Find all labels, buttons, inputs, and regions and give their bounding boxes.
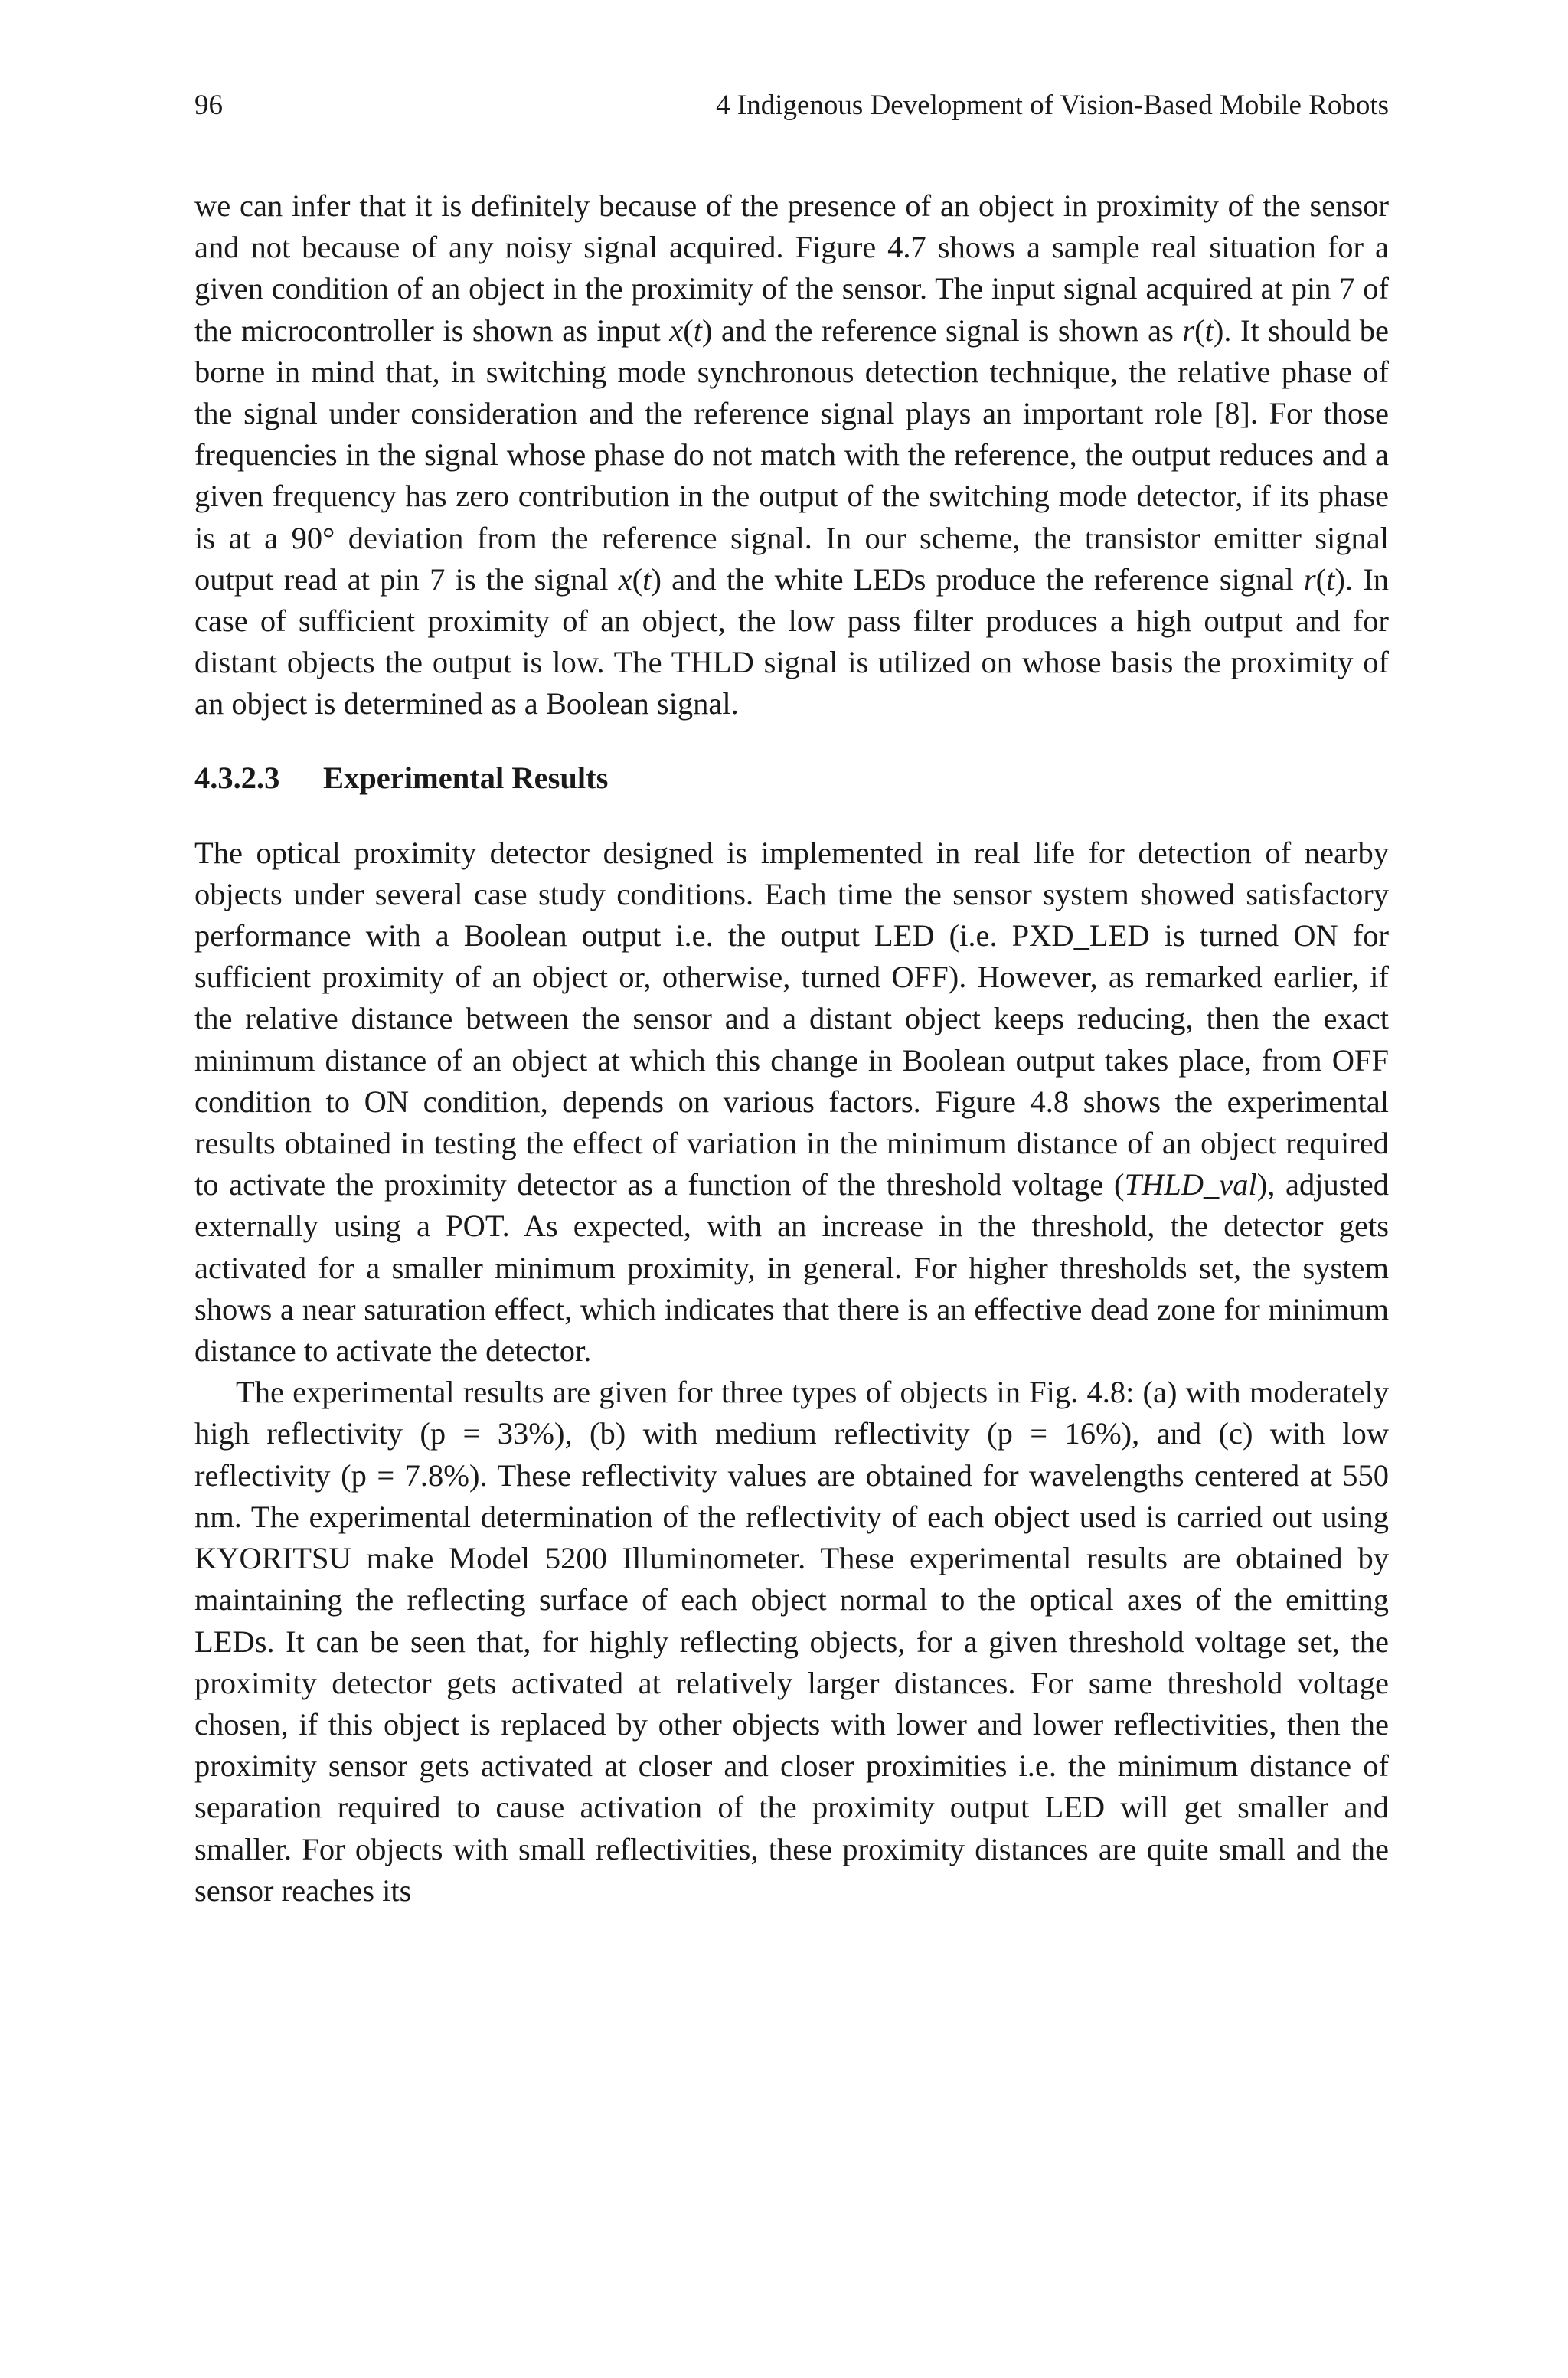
section-number: 4.3.2.3	[194, 760, 280, 795]
p1-var-x-2: x	[618, 561, 632, 597]
p2-text-1: The optical proximity detector designed is implemented in real life for detection of nearby objects under several case study conditions. Each time the sensor system showed satisfactory performance with a Boolean output i.e. the output LED (i.e. PXD_LED is turned ON for sufficient proximity of an object or, otherwise, turned OFF). However, as remarked earlier, if the relative distance between the sensor and a distant object keeps reducing, then the exact minimum distance of an object at which this change in Boolean output takes place, from OFF condition to ON condition, depends on various factors. Figure 4.8 shows the experimental results obtained in testing the effect of variation in the minimum distance of an object required to activate the proximity detector as a function of the threshold voltage (	[194, 835, 1389, 1202]
p1-paren-4: (	[1315, 561, 1327, 597]
p1-var-r-1: r	[1182, 312, 1195, 348]
p1-var-r-2: r	[1303, 561, 1316, 597]
p1-var-t-4: t	[1326, 561, 1335, 597]
paragraph-1	[194, 185, 1389, 725]
p2-text-2: ), adjusted externally using a POT. As expected, with an increase in the threshold, the detector gets activated for a smaller minimum proximity, in general. For higher thresholds set, the system shows a near saturation effect, which indicates that there is an effective dead zone for minimum distance to activate the detector.	[194, 1167, 1389, 1369]
p1-var-t-1: t	[693, 312, 702, 348]
page-number: 96	[194, 90, 223, 121]
running-title: 4 Indigenous Development of Vision-Based Mobile Robots	[716, 90, 1389, 121]
p1-paren-2: (	[1194, 312, 1205, 348]
p1-text-5: ). In case of sufficient proximity of an object, the low pass filter produces a high output and for distant objects the output is low. The THLD signal is utilized on whose basis the proximity of an object is determined as a Boolean signal.	[194, 561, 1390, 721]
p1-text-4: ) and the white LEDs produce the reference signal	[651, 561, 1304, 597]
p1-var-t-3: t	[642, 561, 652, 597]
running-header	[194, 86, 1389, 126]
paragraph-3: The experimental results are given for three types of objects in Fig. 4.8: (a) with moderately high reflectivity (p = 33%), (b) with medium reflectivity (p = 16%), and (c) with low reflectivity (p = 7.8%). These reflectivity values are obtained for wavelengths centered at 550 nm. The experimental determination of the reflectivity of each object used is carried out using KYORITSU make Model 5200 Illuminometer. These experimental results are obtained by maintaining the reflecting surface of each object normal to the optical axes of the emitting LEDs. It can be seen that, for highly reflecting objects, for a given threshold voltage set, the proximity detector gets activated at relatively larger distances. For same threshold voltage chosen, if this object is replaced by other objects with lower and lower reflectivities, then the proximity sensor gets activated at closer and closer proximities i.e. the minimum distance of separation required to cause activation of the proximity output LED will get smaller and smaller. For objects with small reflectivities, these proximity distances are quite small and the sensor reaches its	[194, 1375, 1389, 1908]
p1-text-2: ) and the reference signal is shown as	[701, 312, 1183, 348]
p1-var-x-1: x	[669, 312, 684, 348]
book-page	[194, 86, 1389, 1912]
body-text	[194, 185, 1389, 1912]
paragraph-2	[194, 832, 1389, 1372]
p1-paren-3: (	[632, 561, 643, 597]
p1-var-t-2: t	[1204, 312, 1214, 348]
section-title: Experimental Results	[323, 760, 609, 795]
p1-text-3: ). It should be borne in mind that, in switching mode synchronous detection technique, the relative phase of the signal under consideration and the reference signal plays an important role [8]. For those frequencies in the signal whose phase do not match with the reference, the output reduces and a given frequency has zero contribution in the output of the switching mode detector, if its phase is at a 90° deviation from the reference signal. In our scheme, the transistor emitter signal output read at pin 7 is the signal	[194, 312, 1390, 597]
section-heading	[194, 757, 1389, 799]
p1-text-1: we can infer that it is definitely because of the presence of an object in proximity of the sensor and not because of any noisy signal acquired. Figure 4.7 shows a sample real situation for a given condition of an object in the proximity of the sensor. The input signal acquired at pin 7 of the microcontroller is shown as input	[194, 188, 1389, 348]
p1-paren-1: (	[683, 312, 694, 348]
p2-emphasis-thld-val: THLD_val	[1124, 1167, 1257, 1202]
